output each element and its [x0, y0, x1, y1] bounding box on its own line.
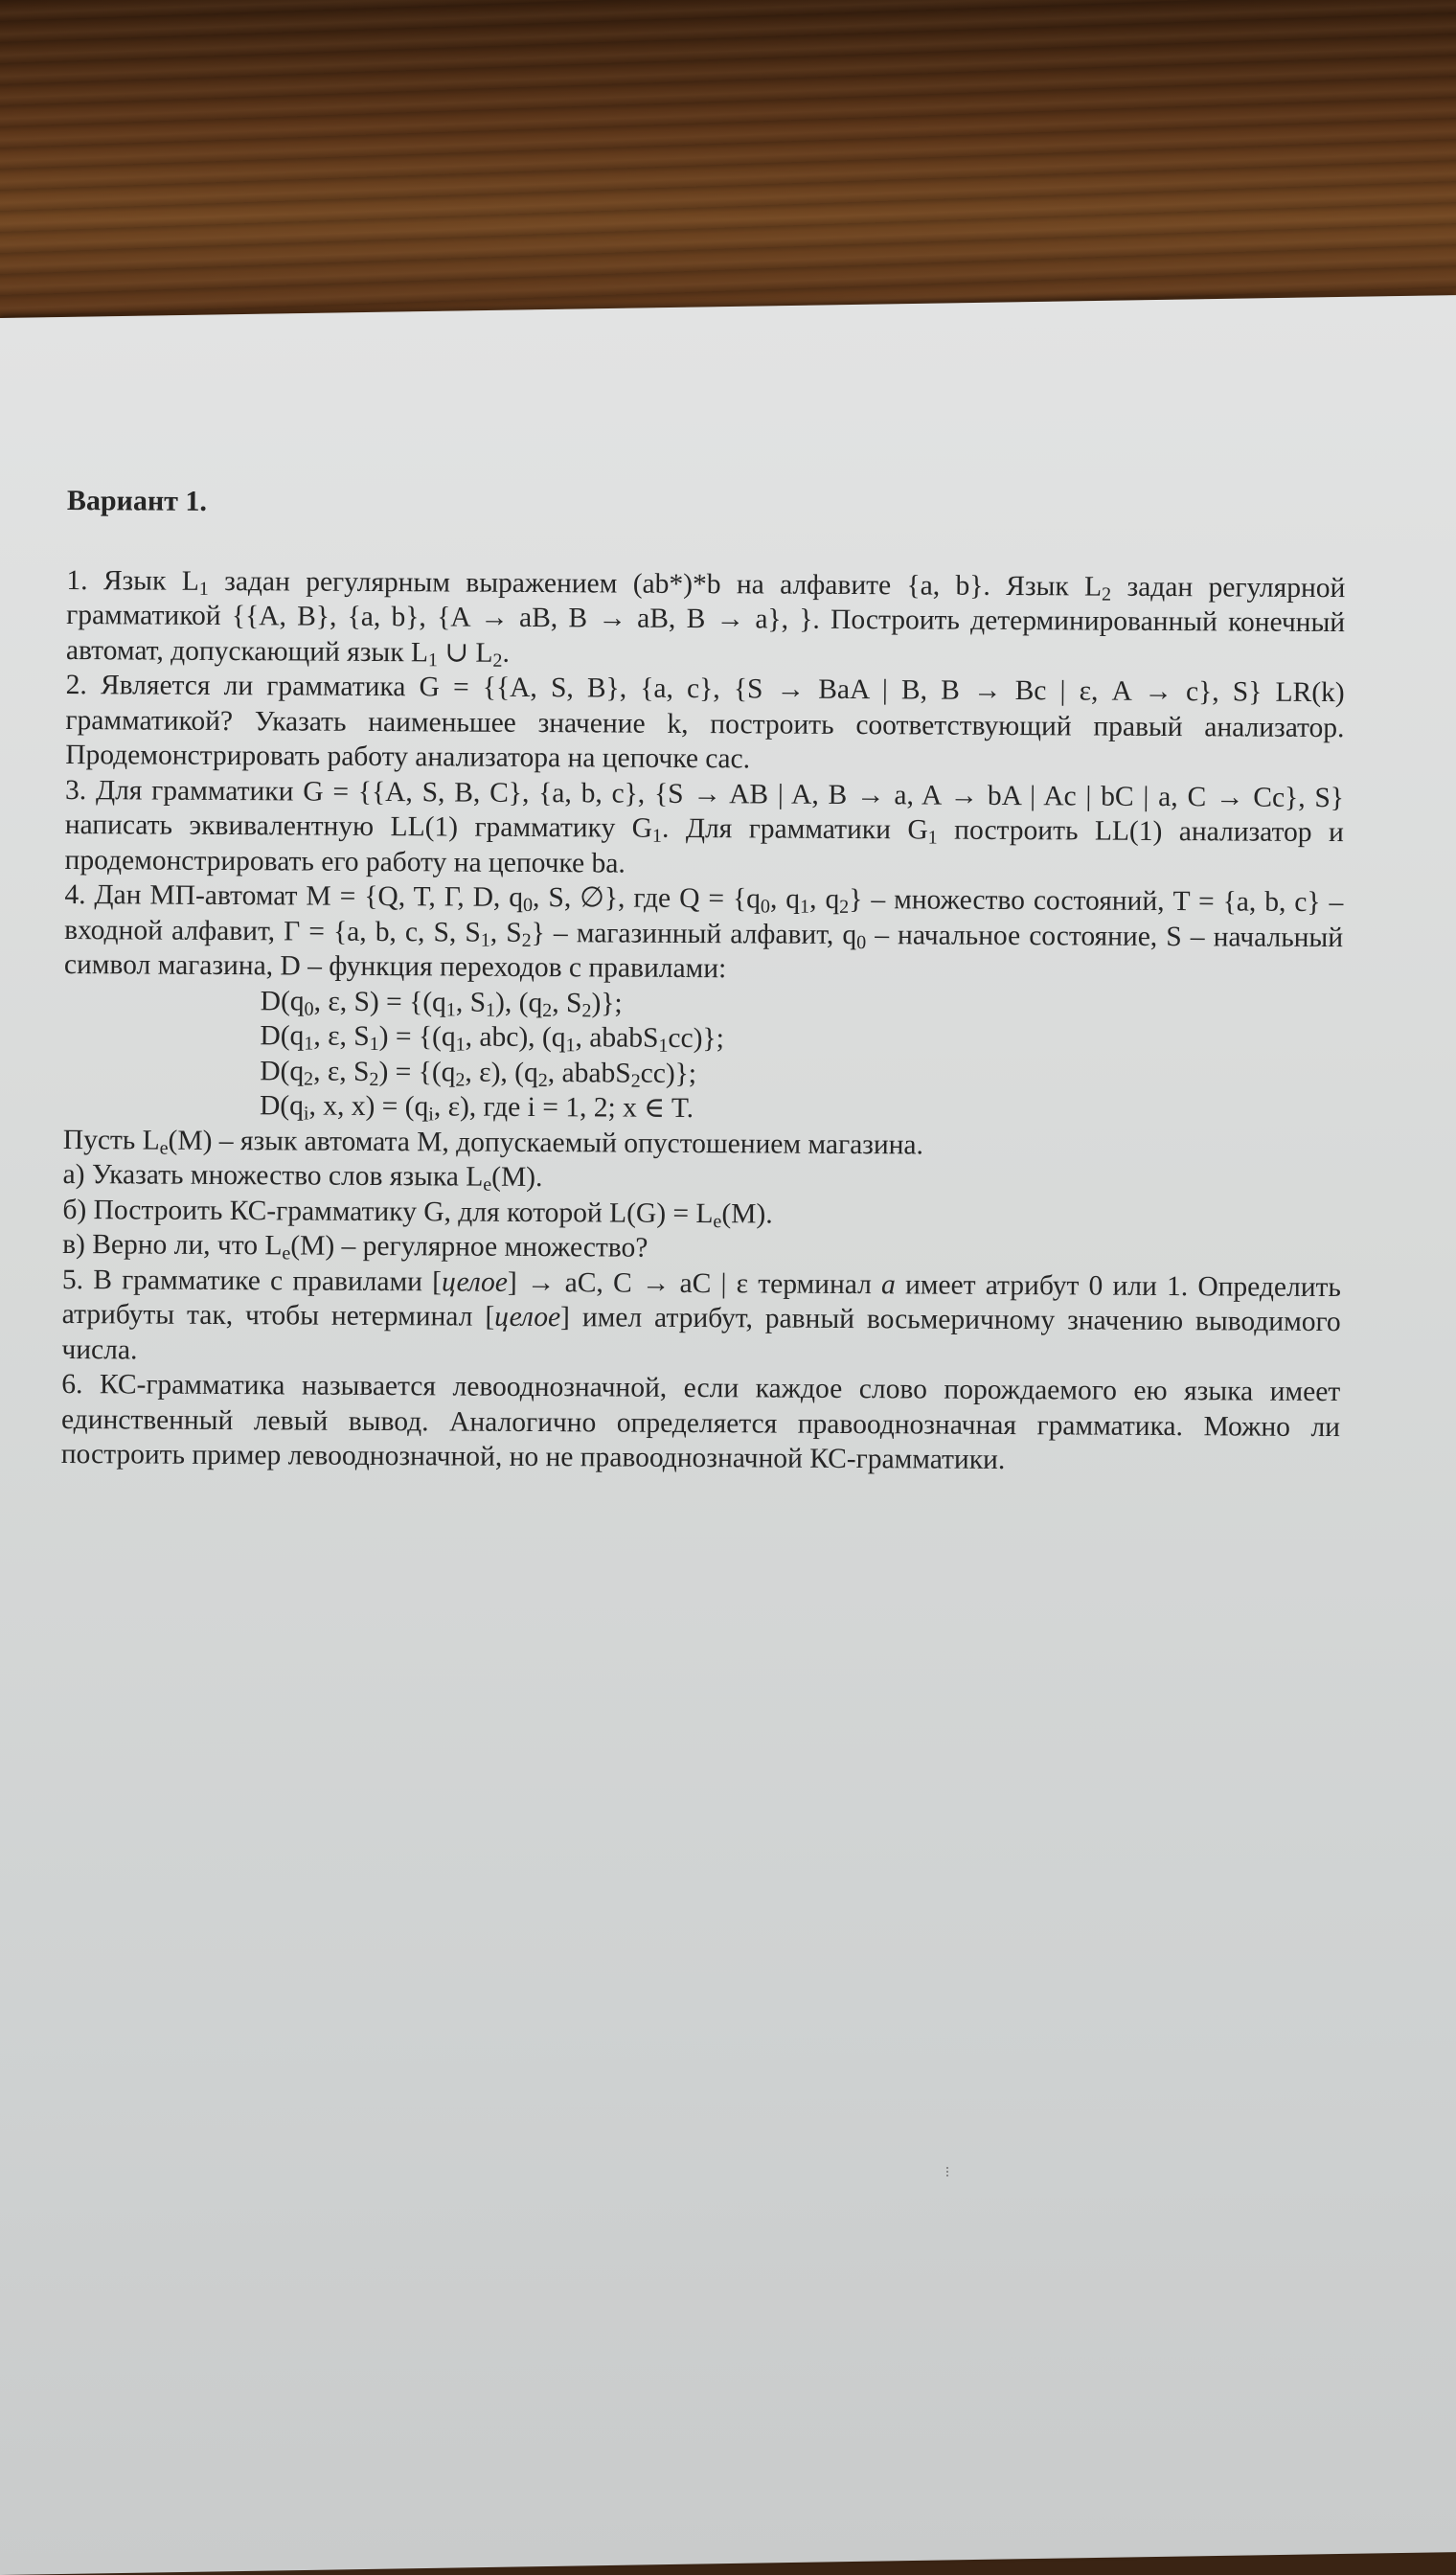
task-list	[61, 562, 1346, 1479]
task-text: 6. КС-грамматика называется левооднозначной, если каждое слово порождаемого ею языка имеет единственный левый вывод. Аналогично определяется правооднозначная грамматика. Можно ли построить пример левооднозначной, но не правооднозначной КС-грамматики.	[60, 1368, 1341, 1476]
transition-rule: $D(q_1$, ε, $S_1) = \{(q_1$, abc), ($q_1$, ababS$_1$cc)};	[260, 1020, 724, 1057]
transition-rule: $D(q_0$, ε, $S) = \{(q_1$, $S_1$), ($q_2$, $S_2$)};	[260, 985, 623, 1021]
task-text: Пусть $L_e(M)$ – язык автомата M, допускаемый опустошением магазина.	[62, 1124, 924, 1160]
task-text: в) Верно ли, что $L_e(M)$ – регулярное множество?	[62, 1228, 648, 1265]
task-text: 3. Для грамматики G = {{A, S, B, C}, {a, b, c}, {S → AB | A, B → a, A → bA | Ac | bC | a, C → Cc}, S} написать эквивалентную LL(1) грамматику $G_1$. Для грамматики $G_1$ построить LL(1) анализатор и продемонстрировать его работу на цепочке ba.	[64, 774, 1345, 879]
document-body	[61, 484, 1346, 1480]
variant-title: Вариант 1.	[66, 484, 208, 517]
transition-rule: $D(q_2$, ε, $S_2) = \{(q_2$, ε), ($q_2$, ababS$_2$cc)};	[260, 1055, 697, 1092]
task-text: 1. Язык $L_1$ задан регулярным выражением (ab*)*b на алфавите {a, b}. Язык $L_2$ задан регулярной грамматикой {{A, B}, {a, b}, {A → aB, B → aB, B → a}, }. Построить детерминированный конечный автомат, допускающий язык $L_1$ ∪ $L_2$.	[65, 564, 1346, 672]
task-text: 4. Дан МП-автомат M = {Q, T, Γ, D, $q_0$, S, ∅}, где $Q = \{q_0$, $q_1$, $q_2$} – множество состояний, T = {a, b, c} – входной алфавит, Γ = {a, b, c, S, $S_1$, $S_2$} – магазинный алфавит, $q_0$ – начальное состояние, S – начальный символ магазина, D – функция переходов с правилами:	[63, 878, 1344, 985]
task-text: а) Указать множество слов языка $L_e(M)$.	[62, 1158, 543, 1196]
transition-rule: $D(q_i$, x, $x) = (q_i$, ε), где i = 1, 2; x ∈ T.	[259, 1090, 694, 1126]
task-text: 5. В грамматике с правилами [целое] → aC, C → aC | ε терминал a имеет атрибут 0 или 1. Определить атрибуты так, чтобы нетерминал [целое] имел атрибут, равный восьмеричному значению выводимого числа.	[61, 1264, 1341, 1365]
paper-mark	[946, 2167, 950, 2176]
task-text: б) Построить КС-грамматику G, для которой $L(G) = L_e(M)$.	[62, 1194, 773, 1232]
task-text: 2. Является ли грамматика G = {{A, S, B}, {a, c}, {S → BaA | B, B → Bc | ε, A → c}, S} LR(k) грамматикой? Указать наименьшее значение k, построить соответствующий правый анализатор. Продемонстрировать работу анализатора на цепочке cac.	[65, 669, 1345, 775]
